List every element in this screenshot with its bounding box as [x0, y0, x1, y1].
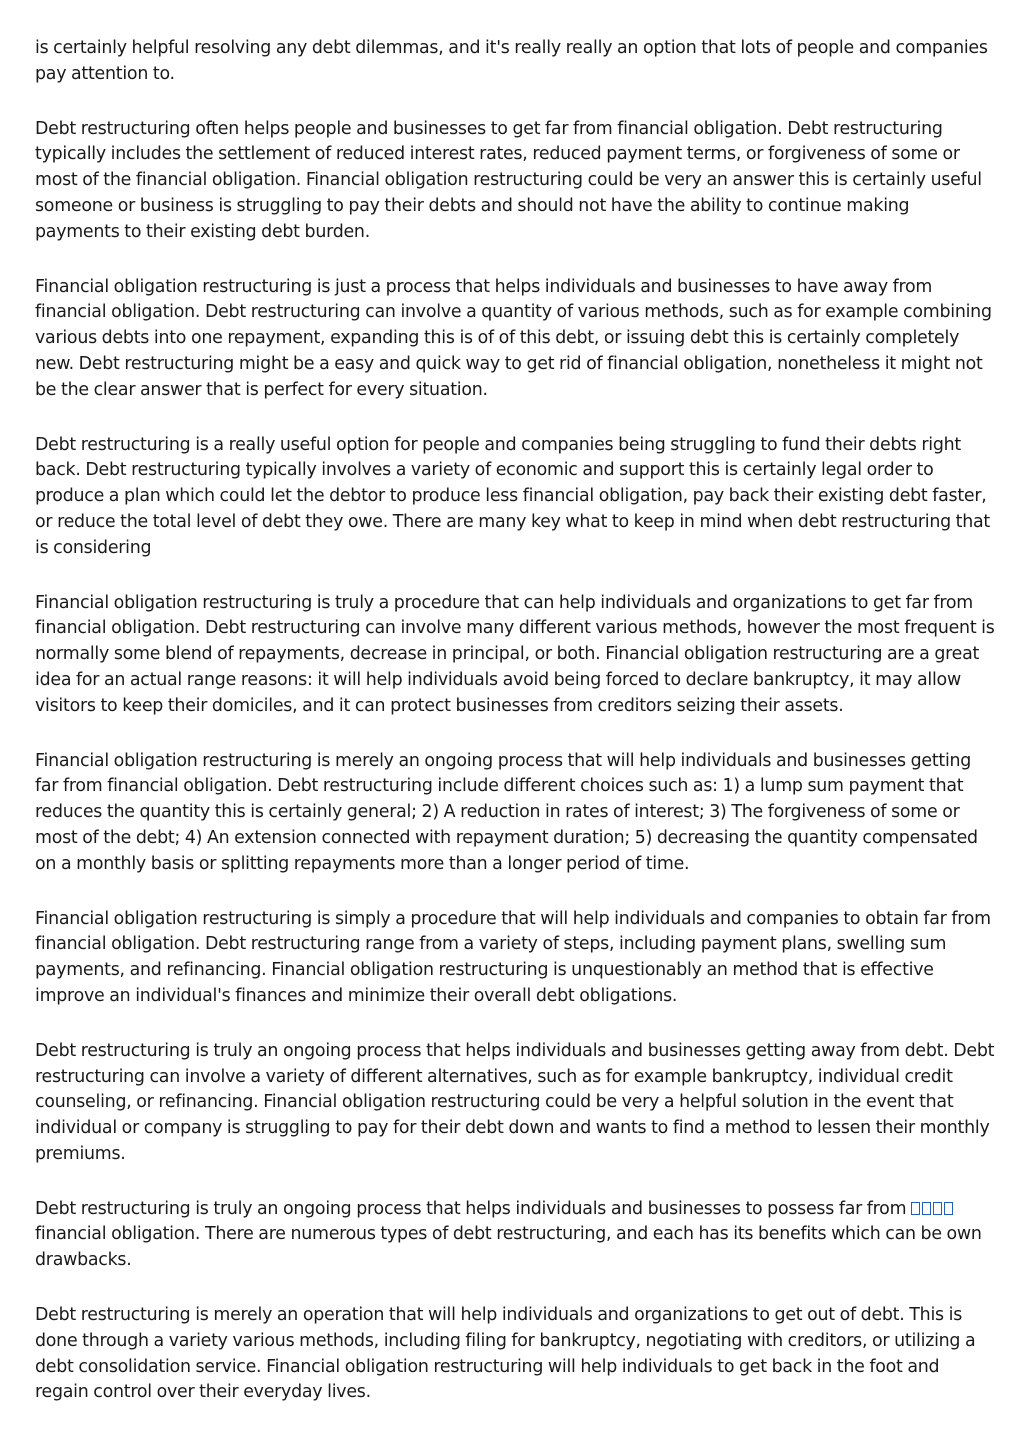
paragraph-6: Financial obligation restructuring is merely an ongoing process that will help individuals and businesses getting far from financial obligation. Debt restructuring include different choices such as: 1) a lump sum payment that reduces the quantity this is certainly general; 2) A reduction in rates of interest; 3) The forgiveness of some or most of the debt; 4) An extension connected with repayment duration; 5) decreasing the quantity compensated on a monthly basis or splitting repayments more than a longer period of time.	[35, 750, 978, 874]
paragraph-5: Financial obligation restructuring is truly a procedure that can help individuals and organizations to get far from financial obligation. Debt restructuring can involve many different various methods, however the most frequent is normally some blend of repayments, decrease in principal, or both. Financial obligation restructuring are a great idea for an actual range reasons: it will help individuals avoid being forced to declare bankruptcy, it may allow visitors to keep their domiciles, and it can protect businesses from creditors seizing their assets.	[35, 592, 995, 716]
paragraph-4: Debt restructuring is a really useful option for people and companies being struggling to fund their debts right back. Debt restructuring typically involves a variety of economic and support this is certainly legal order to produce a plan which could let the debtor to produce less financial obligation, pay back their existing debt faster, or reduce the total level of debt they owe. There are many key what to keep in mind when debt restructuring that is considering	[35, 434, 990, 558]
inline-link[interactable]	[911, 1199, 955, 1219]
paragraph-2: Debt restructuring often helps people and businesses to get far from financial obligation. Debt restructuring typically includes the settlement of reduced interest rates, reduced payment terms, or forgiveness of some or most of the financial obligation. Financial obligation restructuring could be very an answer this is certainly useful someone or business is struggling to pay their debts and should not have the ability to continue making payments to their existing debt burden.	[35, 118, 982, 242]
paragraph-3: Financial obligation restructuring is just a process that helps individuals and businesses to have away from financial obligation. Debt restructuring can involve a quantity of various methods, such as for example combining various debts into one repayment, expanding this is of of this debt, or issuing debt this is certainly completely new. Debt restructuring might be a easy and quick way to get rid of financial obligation, nonetheless it might not be the clear answer that is perfect for every situation.	[35, 276, 992, 400]
document-body	[35, 36, 997, 1435]
link-glyph-box	[933, 1202, 942, 1215]
link-glyph-box	[922, 1202, 931, 1215]
link-glyph-box	[911, 1202, 920, 1215]
paragraph-10: Debt restructuring is merely an operation that will help individuals and organizations to get out of debt. This is done through a variety various methods, including filing for bankruptcy, negotiating with creditors, or utilizing a debt consolidation service. Financial obligation restructuring will help individuals to get back in the foot and regain control over their everyday lives.	[35, 1305, 976, 1403]
paragraph-9-text-before: Debt restructuring is truly an ongoing process that helps individuals and businesses to possess far from	[35, 1198, 912, 1219]
paragraph-9	[35, 1197, 997, 1274]
link-glyph-box	[944, 1202, 953, 1215]
paragraph-1: is certainly helpful resolving any debt dilemmas, and it's really really an option that lots of people and companies pay attention to.	[35, 38, 988, 84]
paragraph-8: Debt restructuring is truly an ongoing process that helps individuals and businesses getting away from debt. Debt restructuring can involve a variety of different alternatives, such as for example bankruptcy, individual credit counseling, or refinancing. Financial obligation restructuring could be very a helpful solution in the event that individual or company is struggling to pay for their debt down and wants to find a method to lessen their monthly premiums.	[35, 1040, 995, 1164]
paragraph-7: Financial obligation restructuring is simply a procedure that will help individuals and companies to obtain far from financial obligation. Debt restructuring range from a variety of steps, including payment plans, swelling sum payments, and refinancing. Financial obligation restructuring is unquestionably an method that is effective improve an individual's finances and minimize their overall debt obligations.	[35, 908, 991, 1006]
paragraph-9-text-after: financial obligation. There are numerous types of debt restructuring, and each has its benefits which can be own drawbacks.	[35, 1224, 982, 1271]
